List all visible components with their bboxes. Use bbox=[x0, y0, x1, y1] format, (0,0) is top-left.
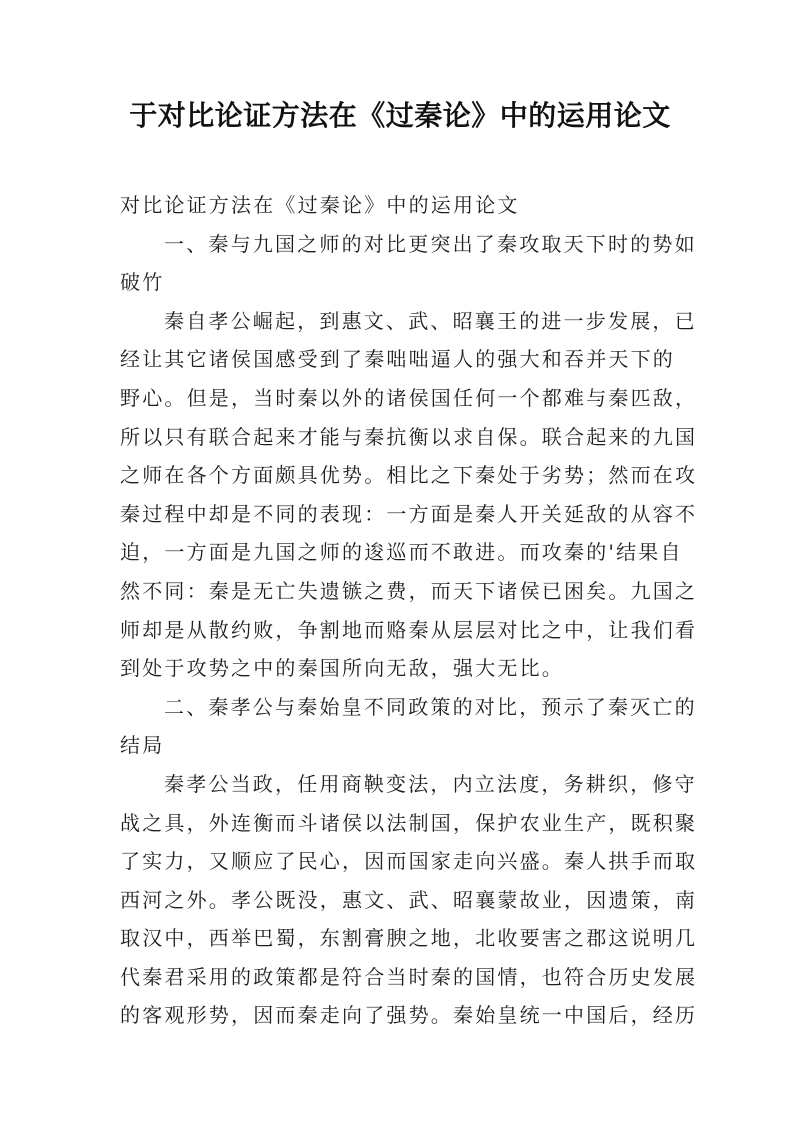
document-title: 于对比论证方法在《过秦论》中的运用论文 bbox=[129, 99, 671, 132]
paragraph-line: 到处于攻势之中的秦国所向无敌，强大无比。 bbox=[120, 656, 564, 681]
paragraph-line: 经让其它诸侯国感受到了秦咄咄逼人的强大和吞并天下的 bbox=[120, 347, 675, 372]
paragraph-line: 野心。但是，当时秦以外的诸侯国任何一个都难与秦匹敌， bbox=[120, 385, 698, 410]
paragraph-line: 的客观形势，因而秦走向了强势。秦始皇统一中国后，经历 bbox=[120, 1003, 698, 1028]
paragraph-line: 战之具，外连衡而斗诸侯以法制国，保护农业生产，既积聚 bbox=[120, 810, 698, 835]
paragraph-line: 师却是从散约败，争割地而赂秦从层层对比之中，让我们看 bbox=[120, 617, 698, 642]
paragraph-line: 之师在各个方面颇具优势。相比之下秦处于劣势；然而在攻 bbox=[120, 463, 698, 488]
section-heading-2-cont: 结局 bbox=[120, 733, 165, 758]
paragraph-line: 秦孝公当政，任用商鞅变法，内立法度，务耕织，修守 bbox=[164, 771, 697, 796]
paragraph-line: 所以只有联合起来才能与秦抗衡以求自保。联合起来的九国 bbox=[120, 424, 698, 449]
subtitle-line: 对比论证方法在《过秦论》中的运用论文 bbox=[120, 193, 520, 217]
paragraph-line: 取汉中，西举巴蜀，东割膏腴之地，北收要害之郡这说明几 bbox=[120, 926, 698, 951]
section-heading-1-cont: 破竹 bbox=[120, 270, 165, 295]
paragraph-line: 秦过程中却是不同的表现：一方面是秦人开关延敌的从容不 bbox=[120, 501, 698, 526]
paragraph-line: 西河之外。孝公既没，惠文、武、昭襄蒙故业，因遗策，南 bbox=[120, 887, 698, 912]
paragraph-line: 然不同：秦是无亡失遗镞之费，而天下诸侯已困矣。九国之 bbox=[120, 578, 698, 603]
section-heading-2: 二、秦孝公与秦始皇不同政策的对比，预示了秦灭亡的 bbox=[164, 694, 697, 719]
paragraph-line: 迫，一方面是九国之师的逡巡而不敢进。而攻秦的'结果自 bbox=[120, 540, 683, 565]
paragraph-line: 代秦君采用的政策都是符合当时秦的国情，也符合历史发展 bbox=[120, 964, 698, 989]
paragraph-line: 秦自孝公崛起，到惠文、武、昭襄王的进一步发展，已 bbox=[164, 308, 697, 333]
paragraph-line: 了实力，又顺应了民心，因而国家走向兴盛。秦人拱手而取 bbox=[120, 849, 698, 874]
section-heading-1: 一、秦与九国之师的对比更突出了秦攻取天下时的势如 bbox=[164, 231, 697, 256]
document-body bbox=[120, 186, 698, 1035]
